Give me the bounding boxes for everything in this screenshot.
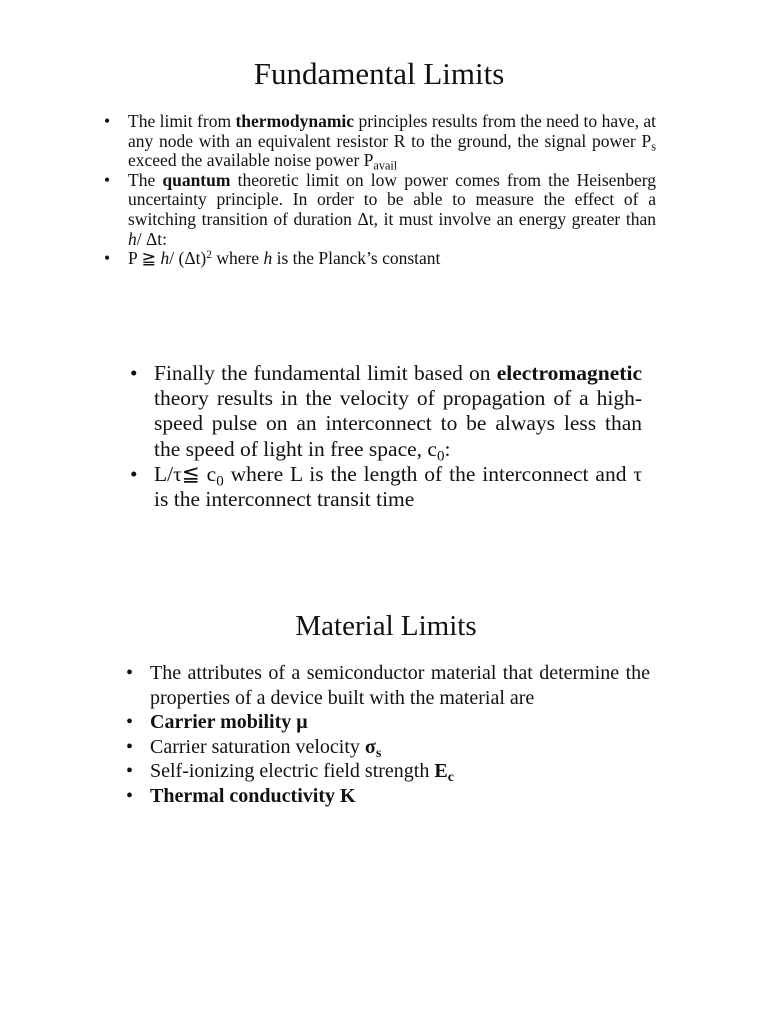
title-fundamental-limits: Fundamental Limits: [253, 56, 505, 91]
list-item-text: Carrier mobility μ: [150, 711, 308, 733]
list-item-carrier-mobility: [126, 710, 650, 735]
bullet-dot: •: [126, 662, 134, 684]
list-item-text: Self-ionizing electric field strength $E_c$: [150, 760, 454, 786]
bullet-dot: •: [126, 784, 134, 807]
bullet-dot: •: [104, 111, 111, 131]
bullet-dot: •: [126, 760, 134, 782]
bullet-dot: •: [130, 361, 138, 385]
list-item-electric-field: [126, 759, 650, 786]
keyword-electromagnetic: electromagnetic: [496, 361, 642, 385]
fundamental-limits-list: [104, 111, 656, 269]
list-item-planck: [104, 248, 656, 269]
title-material-limits: Material Limits: [295, 610, 477, 642]
keyword-quantum: quantum: [162, 169, 231, 190]
list-item-text: Thermal conductivity K: [150, 784, 356, 807]
list-item-thermodynamic: [104, 111, 656, 173]
material-limits-list: [126, 661, 650, 808]
list-item-text: Finally the fundamental limit based on electromagnetic theory results in the velocity of propagation of a high-speed pulse on an interconnect to be always less than the speed of light in free space, $c_0$:: [154, 361, 642, 465]
list-item-saturation-velocity: [126, 735, 650, 761]
bullet-dot: •: [126, 735, 134, 758]
list-item-attributes: [126, 661, 650, 710]
bullet-dot: •: [104, 248, 111, 269]
list-item-quantum: [104, 169, 656, 249]
list-item-text: The quantum theoretic limit on low power comes from the Heisenberg uncertainty principle. In order to be able to measure the effect of a switching transition of duration Δt, it must involve an energy greater than h/ Δt:: [128, 169, 656, 249]
list-item-text: Carrier saturation velocity $\sigma_s$: [150, 735, 382, 761]
list-item-transit-time: [130, 461, 642, 512]
list-item-thermal-conductivity: [126, 784, 650, 809]
bullet-dot: •: [130, 461, 138, 486]
list-item-text: L/τ≦ $c_0$ where L is the length of the interconnect and τ is the interconnect transit time: [154, 461, 642, 512]
bullet-dot: •: [126, 711, 134, 733]
bullet-dot: •: [104, 169, 111, 190]
list-item-text: The attributes of a semiconductor material that determine the properties of a device built with the material are: [150, 662, 650, 709]
keyword-thermodynamic: thermodynamic: [235, 111, 355, 131]
electromagnetic-limits-list: [130, 361, 642, 512]
list-item-text: P ≧ h/ $(\Delta t)^2$ where h is the Planck’s constant: [128, 248, 441, 269]
list-item-text: The limit from thermodynamic principles results from the need to have, at any node with an equivalent resistor R to the ground, the signal power $P_s$ exceed the available noise power $P_{avail}$: [128, 111, 656, 173]
list-item-electromagnetic: [130, 361, 642, 465]
